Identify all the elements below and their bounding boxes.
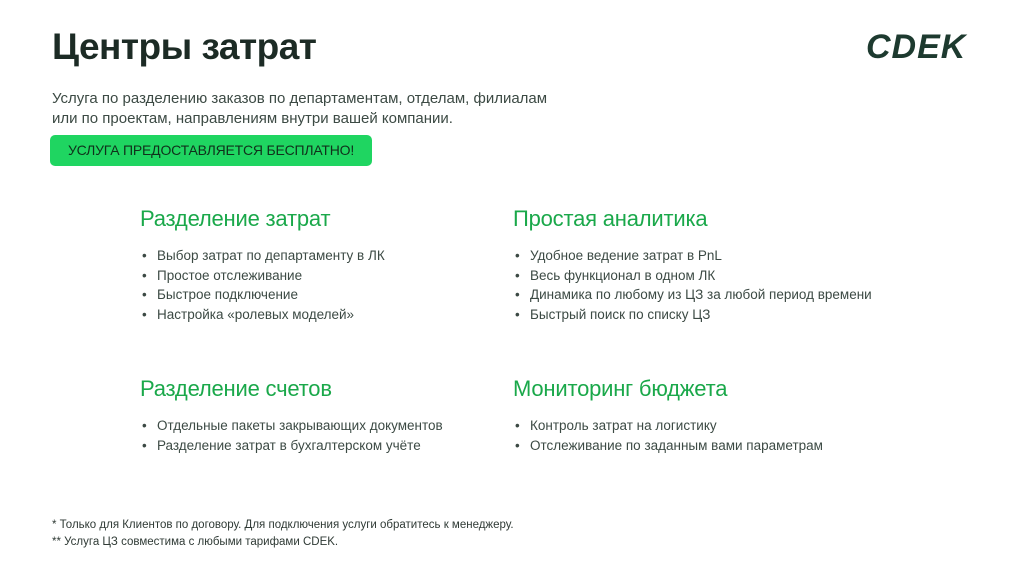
footnotes [52, 517, 514, 551]
section-title: Разделение затрат [140, 206, 331, 231]
list-item: • Настройка «ролевых моделей» [140, 305, 385, 325]
section-title: Простая аналитика [513, 206, 708, 231]
bullet-list [513, 416, 823, 455]
section-title: Разделение счетов [140, 376, 332, 401]
list-item: • Быстрый поиск по списку ЦЗ [513, 305, 872, 325]
list-item: • Удобное ведение затрат в PnL [513, 246, 872, 266]
list-item: • Выбор затрат по департаменту в ЛК [140, 246, 385, 266]
intro-text [52, 89, 612, 129]
free-service-badge: УСЛУГА ПРЕДОСТАВЛЯЕТСЯ БЕСПЛАТНО! [50, 135, 372, 166]
svg-text:CDEK: CDEK [866, 28, 967, 64]
bullet-list [140, 246, 385, 324]
intro-line-1: Услуга по разделению заказов по департаментам, отделам, филиалам [52, 90, 548, 107]
list-item: • Динамика по любому из ЦЗ за любой период времени [513, 285, 872, 305]
list-item: • Быстрое подключение [140, 285, 385, 305]
intro-line-2: или по проектам, направлениям внутри вашей компании. [52, 110, 453, 127]
footnote-1: * Только для Клиентов по договору. Для подключения услуги обратитесь к менеджеру. [52, 519, 514, 531]
list-item: • Отдельные пакеты закрывающих документов [140, 416, 443, 436]
section-cost-split [140, 206, 385, 324]
section-title: Мониторинг бюджета [513, 376, 728, 401]
list-item: • Отслеживание по заданным вами параметрам [513, 436, 823, 456]
list-item: • Простое отслеживание [140, 266, 385, 286]
list-item: • Разделение затрат в бухгалтерском учёте [140, 436, 443, 456]
list-item: • Весь функционал в одном ЛК [513, 266, 872, 286]
bullet-list [140, 416, 443, 455]
section-invoice-split [140, 376, 443, 455]
page-title: Центры затрат [52, 26, 317, 67]
bullet-list [513, 246, 872, 324]
footnote-2: ** Услуга ЦЗ совместима с любыми тарифами CDEK. [52, 536, 339, 548]
section-budget-monitoring [513, 376, 823, 455]
cdek-logo [866, 28, 974, 64]
list-item: • Контроль затрат на логистику [513, 416, 823, 436]
section-simple-analytics [513, 206, 872, 324]
